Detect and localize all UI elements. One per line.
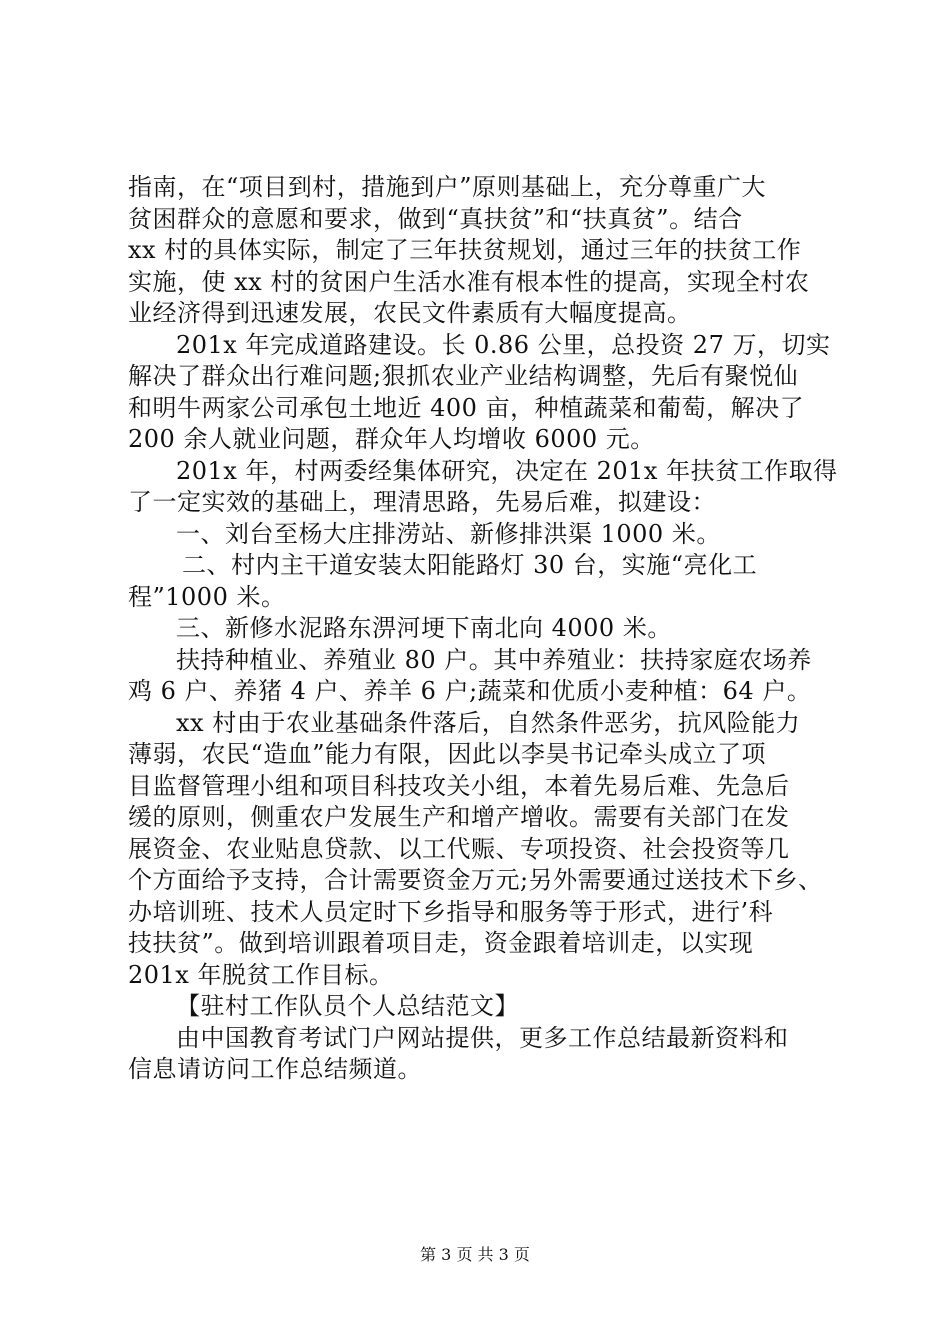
- text-line: 业经济得到迅速发展，农民文件素质有大幅度提高。: [128, 299, 692, 327]
- text-line: 和明牛两家公司承包土地近 400 亩，种植蔬菜和葡萄，解决了: [128, 393, 805, 422]
- document-body: [128, 172, 838, 1086]
- text-line: 薄弱，农民“造血”能力有限，因此以李昊书记牵头成立了项: [128, 740, 767, 768]
- page-number-footer: 第 3 页 共 3 页: [420, 1245, 530, 1264]
- text-line: xx 村的具体实际，制定了三年扶贫规划，通过三年的扶贫工作: [128, 236, 802, 264]
- text-line: 200 余人就业问题，群众年人均增收 6000 元。: [128, 425, 655, 453]
- paragraph-start: 201x 年完成道路建设。长 0.86 公里，总投资 27 万，切实: [176, 330, 831, 359]
- text-line: 缓的原则，侧重农户发展生产和增产增收。需要有关部门在发: [128, 803, 790, 831]
- text-line: 办培训班、技术人员定时下乡指导和服务等于形式，进行’科: [128, 897, 774, 926]
- text-line: 信息请访问工作总结频道。: [128, 1055, 422, 1083]
- paragraph-start: xx 村由于农业基础条件落后，自然条件恶劣，抗风险能力: [176, 708, 801, 737]
- text-line: 解决了群众出行难问题;狠抓农业产业结构调整，先后有聚悦仙: [128, 362, 799, 390]
- text-line: 个方面给予支持，合计需要资金万元;另外需要通过送技术下乡、: [128, 866, 823, 894]
- paragraph-start: 三、新修水泥路东淠河埂下南北向 4000 米。: [176, 614, 672, 642]
- paragraph-start: 一、刘台至杨大庄排涝站、新修排洪渠 1000 米。: [176, 519, 721, 548]
- paragraph-start: 由中国教育考试门户网站提供，更多工作总结最新资料和: [176, 1023, 789, 1052]
- text-line: 程”1000 米。: [128, 582, 286, 611]
- text-line: 实施，使 xx 村的贫困户生活水准有根本性的提高，实现全村农: [128, 267, 810, 296]
- paragraph-start: 201x 年，村两委经集体研究，决定在 201x 年扶贫工作取得: [176, 456, 838, 485]
- text-line: 展资金、农业贴息贷款、以工代赈、专项投资、社会投资等几: [128, 834, 790, 863]
- paragraph-start: 二、村内主干道安装太阳能路灯 30 台，实施“亮化工: [182, 551, 758, 579]
- text-line: 指南，在“项目到村，措施到户”原则基础上，充分尊重广大: [128, 173, 767, 201]
- paragraph-start: 扶持种植业、养殖业 80 户。其中养殖业：扶持家庭农场养: [176, 645, 812, 674]
- text-line: 贫困群众的意愿和要求，做到“真扶贫”和“扶真贫”。结合: [128, 204, 743, 233]
- text-line: 目监督管理小组和项目科技攻关小组，本着先易后难、先急后: [128, 771, 790, 800]
- text-line: 201x 年脱贫工作目标。: [128, 960, 394, 989]
- section-heading: 【驻村工作队员个人总结范文】: [176, 992, 519, 1020]
- text-line: 鸡 6 户、养猪 4 户、养羊 6 户;蔬菜和优质小麦种植：64 户。: [128, 677, 812, 705]
- text-line: 了一定实效的基础上，理清思路，先易后难，拟建设：: [128, 488, 716, 516]
- text-line: 技扶贫”。做到培训跟着项目走，资金跟着培训走，以实现: [128, 929, 754, 957]
